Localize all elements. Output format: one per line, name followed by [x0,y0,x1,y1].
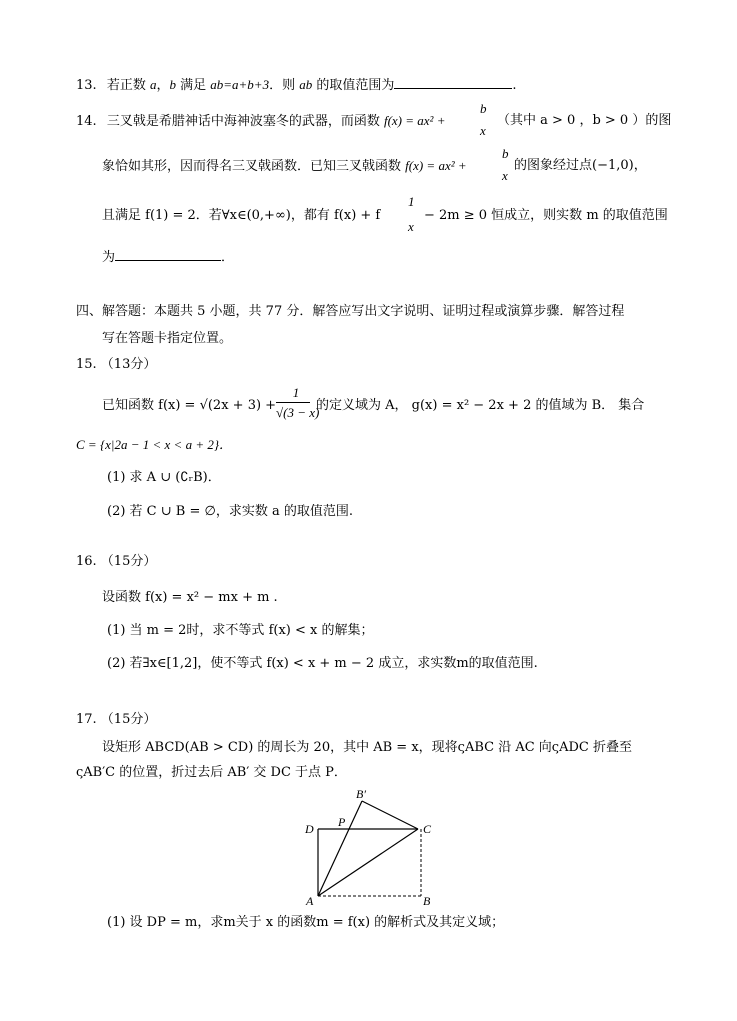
answer-blank [115,248,221,261]
q16-part2: (2) 若∃x∈[1,2]，使不等式 f(x) < x + m − 2 成立，求实数m的取值范围. [107,656,538,671]
q14-line2-end: 的图象经过点(−1,0)， [514,158,647,173]
label-D: D [305,822,314,836]
q17-line2: ςAB′C 的位置，折过去后 AB′ 交 DC 于点 P． [76,765,347,780]
q14-line1: 14. 三叉戟是希腊神话中海神波塞冬的武器，而函数 f(x) = ax² + [76,113,446,129]
section-heading: 四、解答题：本题共 5 小题，共 77 分．解答应写出文字说明、证明过程或演算步骤．解答过程 [76,304,625,319]
q15-line2: C = {x|2a − 1 < x < a + 2}． [76,437,233,452]
q14-number: 14. [76,114,97,129]
q17-line1: 设矩形 ABCD(AB > CD) 的周长为 20，其中 AB = x，现将ςABC 沿 AC 向ςADC 折叠至 [102,740,632,755]
q17-part1: (1) 设 DP = m，求m关于 x 的函数m = f(x) 的解析式及其定义域； [107,915,505,930]
fold-diagram [296,783,446,908]
q14-line3-end: − 2m ≥ 0 恒成立，则实数 m 的取值范围 [424,208,668,223]
label-B: B [423,894,431,908]
q14-line3: 且满足 f(1) = 2．若∀x∈(0,+∞)，都有 f(x) + f [102,208,381,223]
q15-part1: (1) 求 A ∪ (∁ᵣB)． [107,470,221,485]
answer-blank [394,76,512,89]
label-B-prime: B′ [356,787,366,801]
q14-line2: 象恰如其形，因而得名三叉戟函数．已知三叉戟函数 f(x) = ax² + [102,158,467,174]
label-C: C [423,822,432,836]
section-heading-cont: 写在答题卡指定位置。 [102,331,233,346]
q17-header: 17. （15分） [76,712,157,727]
fraction-bar [276,402,310,403]
q16-line1: 设函数 f(x) = x² − mx + m . [102,590,278,605]
q16-part1: (1) 当 m = 2时，求不等式 f(x) < x 的解集； [107,623,374,638]
q13: 13. 若正数 a，b 满足 ab=a+b+3．则 ab 的取值范围为 . [76,77,517,93]
q15-header: 15. （13分） [76,357,157,372]
q14-frac-den: x [480,123,486,138]
label-A: A [306,894,314,908]
label-P: P [338,815,346,829]
q14-line1-end: （其中 a > 0 ，b > 0 ）的图 [497,113,672,128]
q14-line4: 为 ． [102,250,235,265]
q15-line1: 已知函数 f(x) = √(2x + 3) + [102,398,277,413]
q16-header: 16. （15分） [76,554,157,569]
q15-line1-end: 的定义域为 A， g(x) = x² − 2x + 2 的值域为 B． 集合 [316,398,645,413]
q14-frac-num: b [480,101,487,116]
edge-B-prime-C [362,801,418,829]
q15-part2: (2) 若 C ∪ B = ∅，求实数 a 的取值范围. [107,504,353,519]
q13-number: 13. [76,78,97,93]
